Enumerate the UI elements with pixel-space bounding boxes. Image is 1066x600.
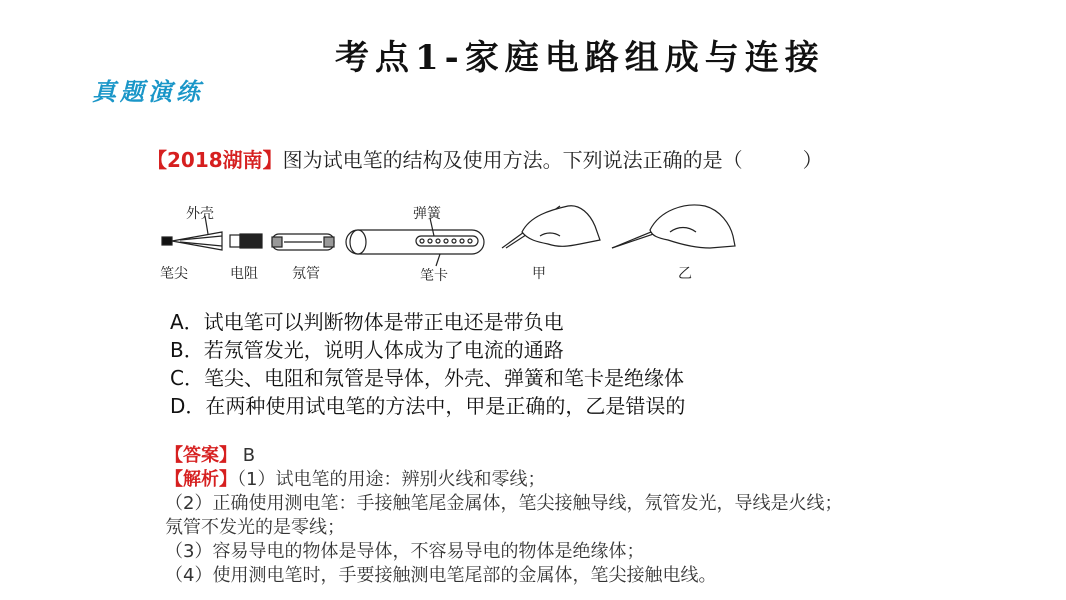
label-shell: 外壳 (186, 206, 214, 222)
question-stem (147, 144, 823, 173)
analysis-line-3: 氖管不发光的是零线； (165, 517, 345, 538)
shell-cone (172, 232, 222, 250)
section-label: 真题演练 (92, 77, 204, 106)
neon-tube-part (272, 234, 334, 250)
test-pen-figure (150, 196, 740, 296)
answer-line (165, 444, 842, 468)
answer-value: B (237, 445, 256, 466)
question-text: 图为试电笔的结构及使用方法。下列说法正确的是（ ） (282, 148, 823, 172)
label-clip: 笔卡 (420, 268, 448, 284)
clip-pointer (436, 254, 440, 266)
label-spring: 弹簧 (413, 206, 441, 222)
question-source-tag: 【2018湖南】 (147, 148, 283, 172)
resistor-part (230, 234, 262, 248)
answer-block (165, 444, 842, 588)
option-a: A．试电笔可以判断物体是带正电还是带负电 (170, 310, 564, 334)
hand-yi-illustration (612, 205, 735, 248)
analysis-line-4: （3）容易导电的物体是导体，不容易导电的物体是绝缘体； (165, 541, 645, 562)
label-neon: 氖管 (292, 266, 320, 282)
analysis-line-5: （4）使用测电笔时，手要接触测电笔尾部的金属体，笔尖接触电线。 (165, 565, 717, 586)
label-resistor: 电阻 (230, 266, 258, 282)
option-c: C．笔尖、电阻和氖管是导体，外壳、弹簧和笔卡是绝缘体 (170, 366, 684, 390)
label-jia: 甲 (532, 266, 546, 282)
analysis-line-1: 【解析】（1）试电笔的用途：辨别火线和零线； (165, 469, 546, 490)
option-b: B．若氖管发光，说明人体成为了电流的通路 (170, 338, 564, 362)
answer-tag: 【答案】 (165, 445, 237, 466)
label-yi: 乙 (678, 266, 692, 282)
options-list (170, 308, 685, 420)
hand-jia-illustration (502, 206, 600, 248)
slide-title: 考点1-家庭电路组成与连接 (335, 38, 825, 78)
analysis-line-2: （2）正确使用测电笔：手接触笔尾金属体，笔尖接触导线，氖管发光，导线是火线； (165, 493, 843, 514)
analysis-tag: 【解析】 (165, 469, 237, 490)
label-tip: 笔尖 (160, 266, 188, 282)
clip-spring-part (346, 218, 484, 266)
tip-metal (162, 237, 172, 245)
option-d: D．在两种使用试电笔的方法中，甲是正确的，乙是错误的 (170, 394, 686, 418)
